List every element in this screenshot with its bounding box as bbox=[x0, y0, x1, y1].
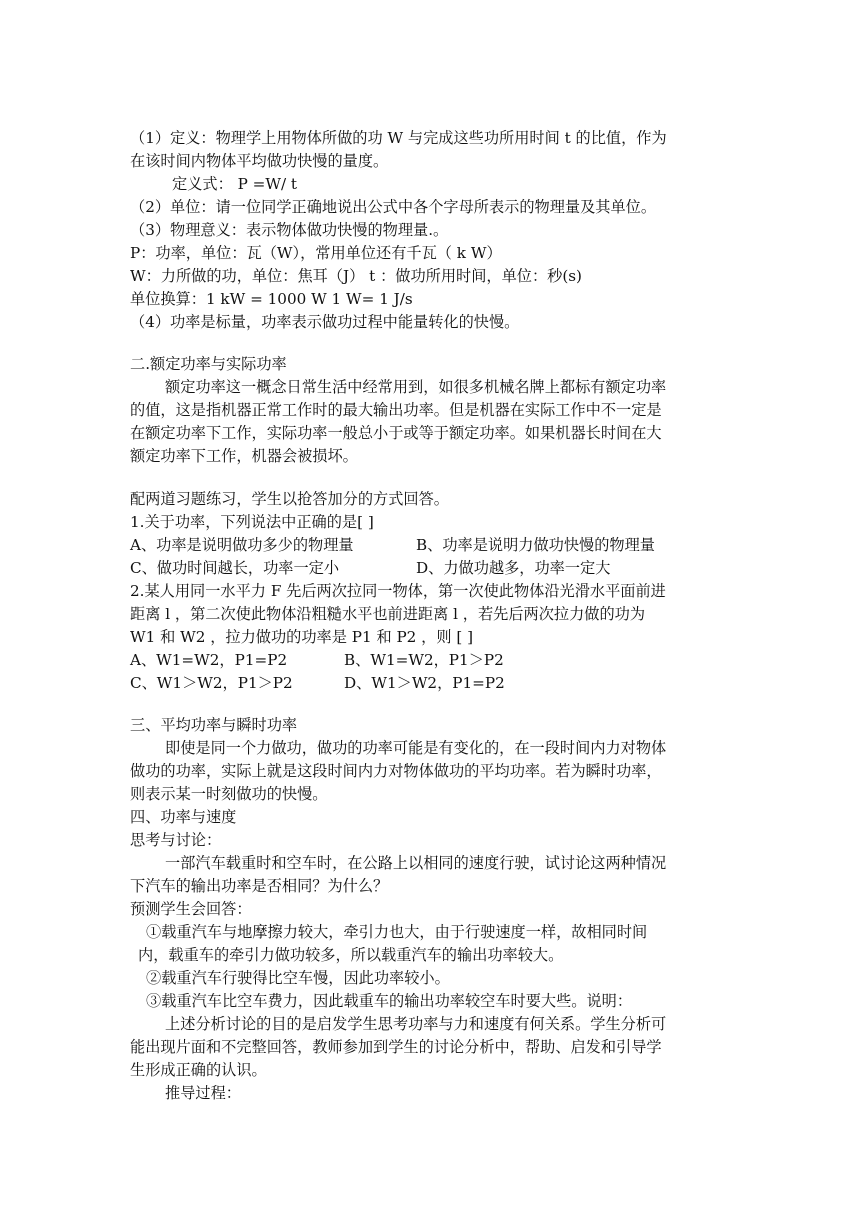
question-2-line-3: W1 和 W2 ，拉力做功的功率是 P1 和 P2 ，则 [ ] bbox=[130, 628, 474, 646]
option-a: A、功率是说明做功多少的物理量 bbox=[130, 536, 354, 554]
unit-line: （2）单位：请一位同学正确地说出公式中各个字母所表示的物理量及其单位。 bbox=[130, 198, 657, 216]
discussion-line-2: 下汽车的输出功率是否相同？为什么？ bbox=[130, 877, 389, 895]
rated-power-line-3: 在额定功率下工作，实际功率一般总小于或等于额定功率。如果机器长时间在大 bbox=[130, 424, 662, 442]
question-2-line-1: 2.某人用同一水平力 F 先后两次拉同一物体，第一次使此物体沿光滑水平面前进 bbox=[130, 582, 666, 600]
option-c: C、做功时间越长，功率一定小 bbox=[130, 559, 340, 577]
exercise-intro: 配两道习题练习，学生以抢答加分的方式回答。 bbox=[130, 490, 449, 508]
average-power-line-1: 即使是同一个力做功，做功的功率可能是有变化的，在一段时间内力对物体 bbox=[165, 739, 667, 757]
question-2-line-2: 距离 l ，第二次使此物体沿粗糙水平也前进距离 l ，若先后两次拉力做的功为 bbox=[130, 605, 646, 623]
p-explanation-line: P：功率，单位：瓦（W），常用单位还有千瓦（ k W） bbox=[130, 244, 502, 262]
section-heading-4: 四、功率与速度 bbox=[130, 808, 237, 826]
question-1-options-row-1 bbox=[130, 534, 655, 556]
rated-power-line-2: 的值，这是指机器正常工作时的最大输出功率。但是机器在实际工作中不一定是 bbox=[130, 401, 662, 419]
definition-line-2: 在该时间内物体平均做功快慢的量度。 bbox=[130, 152, 389, 170]
scalar-line: （4）功率是标量，功率表示做功过程中能量转化的快慢。 bbox=[130, 313, 520, 331]
meaning-line: （3）物理意义：表示物体做功快慢的物理量.。 bbox=[130, 221, 449, 239]
unit-conversion-line: 单位换算：1 kW = 1000 W 1 W= 1 J/s bbox=[130, 290, 413, 308]
answer-3: ③载重汽车比空车费力，因此载重车的输出功率较空车时要大些。说明： bbox=[146, 992, 632, 1010]
average-power-line-2: 做功的功率，实际上就是这段时间内力对物体做功的平均功率。若为瞬时功率， bbox=[130, 762, 662, 780]
question-2-options-row-1 bbox=[130, 649, 504, 671]
w-explanation-line: W：力所做的功，单位：焦耳（J） t ：做功所用时间，单位：秒(s) bbox=[130, 267, 582, 285]
rated-power-line-1: 额定功率这一概念日常生活中经常用到，如很多机械名牌上都标有额定功率 bbox=[165, 378, 667, 396]
answer-1-line-1: ①载重汽车与地摩擦力较大，牵引力也大，由于行驶速度一样，故相同时间 bbox=[146, 923, 648, 941]
question-2-options-row-2 bbox=[130, 672, 505, 694]
discussion-label: 思考与讨论： bbox=[130, 831, 222, 849]
formula-line: 定义式： P =W/ t bbox=[172, 175, 298, 193]
question-1-options-row-2 bbox=[130, 557, 611, 579]
analysis-line-3: 生形成正确的认识。 bbox=[130, 1061, 267, 1079]
option-d: D、W1＞W2，P1=P2 bbox=[344, 674, 505, 692]
derivation-label: 推导过程： bbox=[165, 1084, 241, 1102]
rated-power-line-4: 额定功率下工作，机器会被损坏。 bbox=[130, 447, 358, 465]
discussion-line-1: 一部汽车载重时和空车时，在公路上以相同的速度行驶，试讨论这两种情况 bbox=[165, 854, 667, 872]
section-heading-3: 三、平均功率与瞬时功率 bbox=[130, 716, 298, 734]
option-a: A、W1=W2，P1=P2 bbox=[130, 651, 288, 669]
definition-line-1: （1）定义：物理学上用物体所做的功 W 与完成这些功所用时间 t 的比值，作为 bbox=[130, 129, 667, 147]
analysis-line-2: 能出现片面和不完整回答，教师参加到学生的讨论分析中，帮助、启发和引导学 bbox=[130, 1038, 662, 1056]
prediction-label: 预测学生会回答： bbox=[130, 900, 252, 918]
question-1: 1.关于功率，下列说法中正确的是[ ] bbox=[130, 513, 374, 531]
analysis-line-1: 上述分析讨论的目的是启发学生思考功率与力和速度有何关系。学生分析可 bbox=[165, 1015, 667, 1033]
option-c: C、W1＞W2，P1＞P2 bbox=[130, 674, 293, 692]
answer-2: ②载重汽车行驶得比空车慢，因此功率较小。 bbox=[146, 969, 450, 987]
option-b: B、W1=W2，P1＞P2 bbox=[344, 651, 504, 669]
average-power-line-3: 则表示某一时刻做功的快慢。 bbox=[130, 785, 328, 803]
section-heading-2: 二.额定功率与实际功率 bbox=[130, 355, 287, 373]
option-d: D、力做功越多，功率一定大 bbox=[416, 559, 611, 577]
option-b: B、功率是说明力做功快慢的物理量 bbox=[416, 536, 655, 554]
answer-1-line-2: 内，载重车的牵引力做功较多，所以载重汽车的输出功率较大。 bbox=[138, 946, 564, 964]
